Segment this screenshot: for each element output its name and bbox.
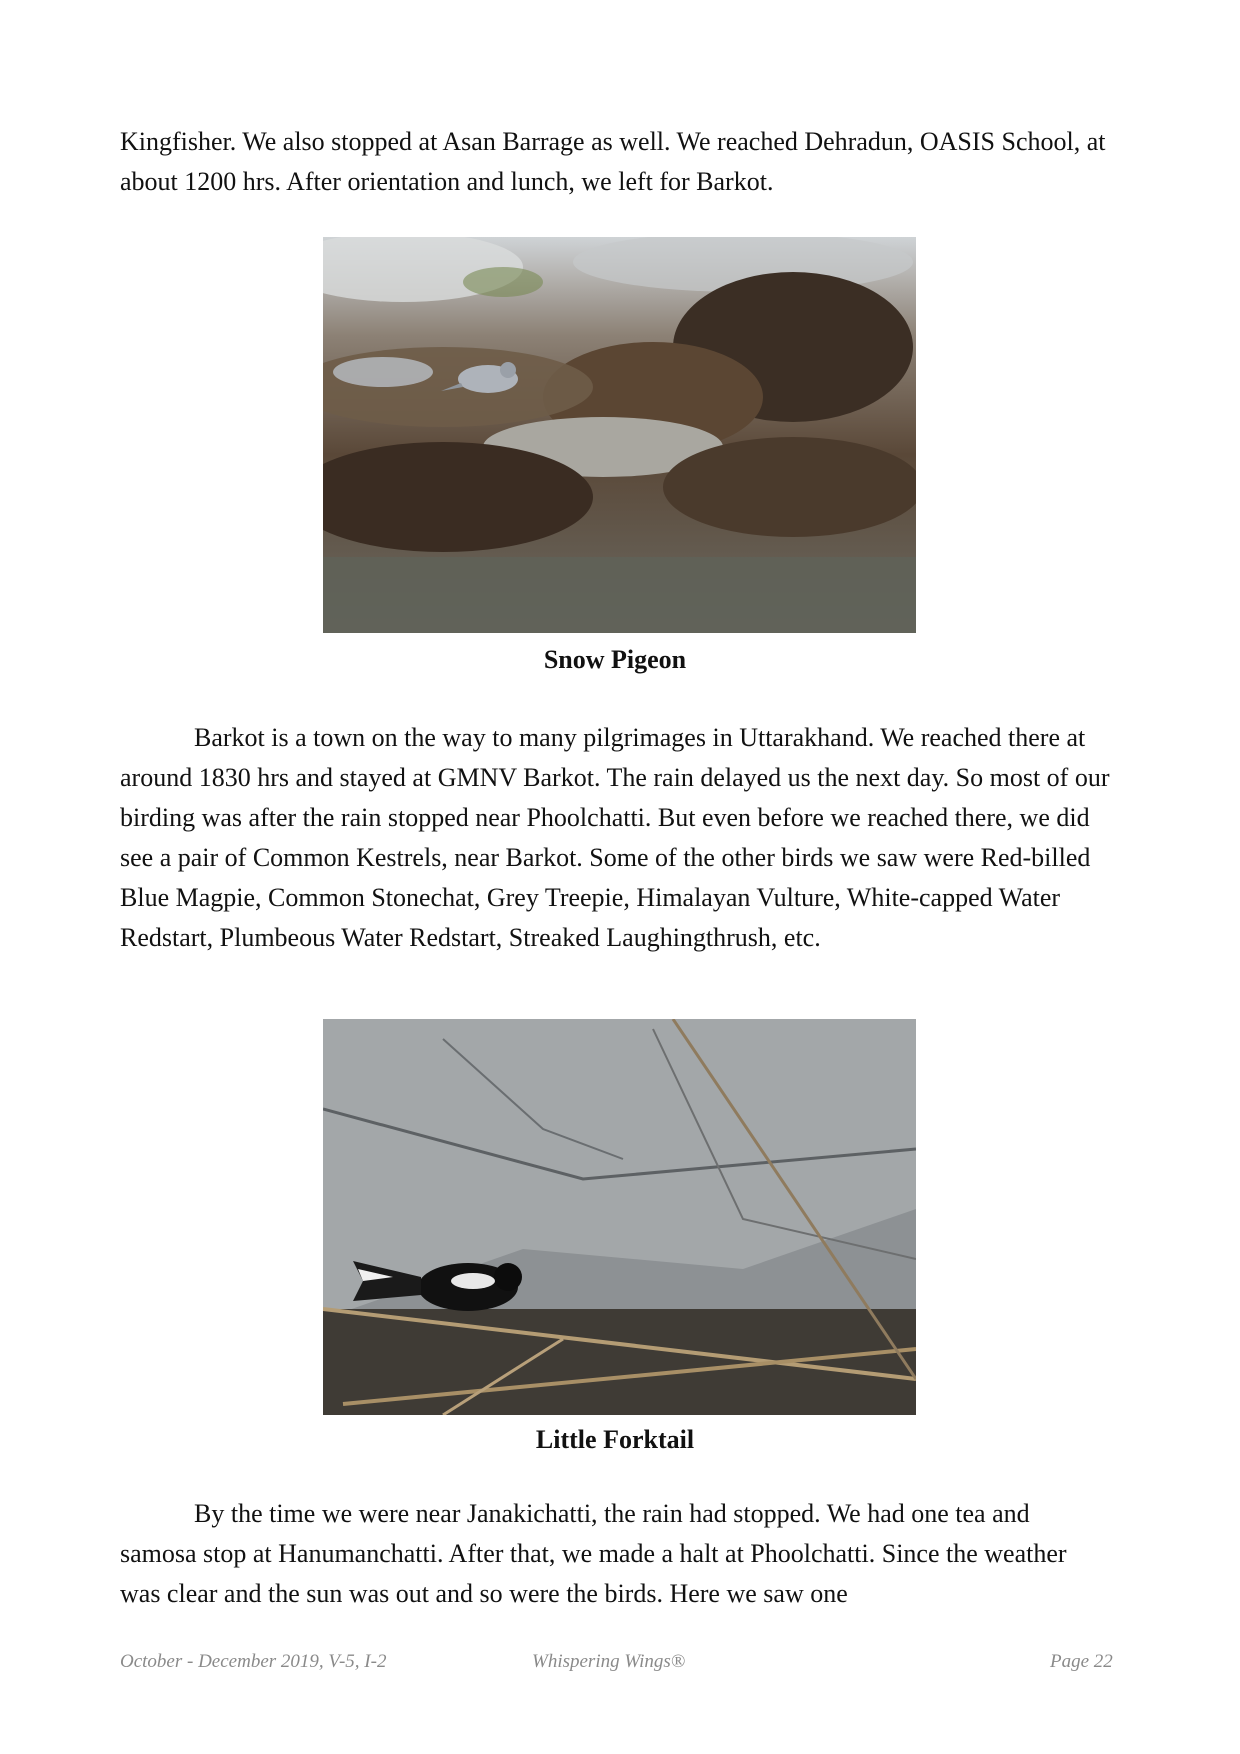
paragraph-3: By the time we were near Janakichatti, the rain had stopped. We had one tea and samosa stop at Hanumanchatti. After that, we made a halt at Phoolchatti. Since the weather was clear and the sun was out and so were the birds. Here we saw one (120, 1499, 1067, 1608)
snow-pigeon-photo (323, 237, 916, 633)
little-forktail-caption: Little Forktail (535, 1425, 695, 1454)
paragraph-1: Kingfisher. We also stopped at Asan Barrage as well. We reached Dehradun, OASIS School, at about 1200 hrs. After orientation and lunch, we left for Barkot. (120, 127, 1106, 196)
snow-pigeon-caption: Snow Pigeon (543, 645, 687, 674)
footer-issue: October - December 2019, V-5, I-2 (120, 1651, 387, 1672)
paragraph-2: Barkot is a town on the way to many pilgrimages in Uttarakhand. We reached there at around 1830 hrs and stayed at GMNV Barkot. The rain delayed us the next day. So most of our birding was after the rain stopped near Phoolchatti. But even before we reached there, we did see a pair of Common Kestrels, near Barkot. Some of the other birds we saw were Red-billed Blue Magpie, Common Stonechat, Grey Treepie, Himalayan Vulture, White-capped Water Redstart, Plumbeous Water Redstart, Streaked Laughingthrush, etc. (120, 723, 1110, 952)
footer-publication: Whispering Wings® (532, 1651, 686, 1672)
footer-page-number: Page 22 (1050, 1651, 1113, 1672)
little-forktail-photo (323, 1019, 916, 1415)
